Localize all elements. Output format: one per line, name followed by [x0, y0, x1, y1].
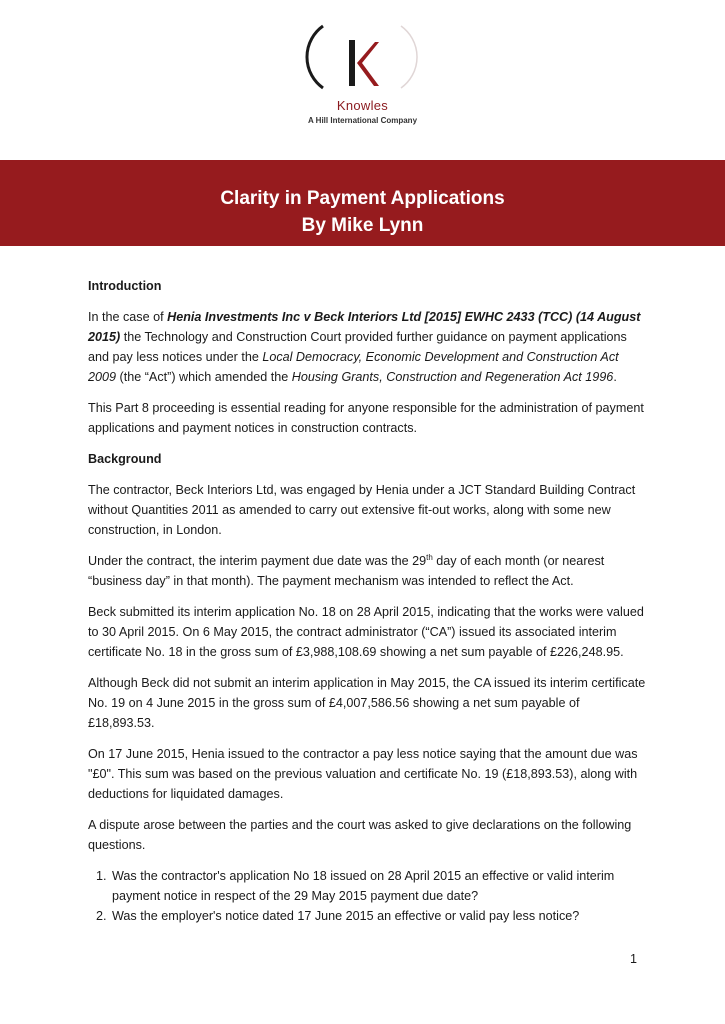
document-title: Clarity in Payment Applications — [220, 188, 505, 209]
background-paragraph-4: Although Beck did not submit an interim application in May 2015, the CA issued its interim certificate No. 19 on 4 June 2015 in the gross sum of £4,007,586.56 showing a net sum payable of £18,893.53. — [88, 676, 646, 730]
heading-background: Background — [88, 452, 162, 466]
background-paragraph-5: On 17 June 2015, Henia issued to the contractor a pay less notice saying that the amount due was "£0". This sum was based on the previous valuation and certificate No. 19 (£18,893.53), along with deductions for liquidated damages. — [88, 747, 638, 801]
intro-lead-text: In the case of — [88, 310, 168, 324]
questions-list — [88, 866, 648, 926]
intro-end-text: . — [613, 370, 617, 384]
background-paragraph-2 — [88, 551, 648, 591]
intro-paragraph-2: This Part 8 proceeding is essential reading for anyone responsible for the administration of payment applications and payment notices in construction contracts. — [88, 401, 644, 435]
heading-introduction: Introduction — [88, 279, 162, 293]
page-number: 1 — [629, 952, 637, 966]
title-banner — [0, 160, 725, 246]
brand-name: Knowles — [336, 98, 389, 113]
background-paragraph-1: The contractor, Beck Interiors Ltd, was engaged by Henia under a JCT Standard Building Contract without Quantities 2011 as amended to carry out extensive fit-out works, along with some new construction, in London. — [88, 483, 636, 537]
list-item: 1. Was the contractor's application No 18 issued on 28 April 2015 an effective or valid interim payment notice in respect of the 29 May 2015 payment due date? — [110, 866, 648, 906]
background-paragraph-3: Beck submitted its interim application No. 18 on 28 April 2015, indicating that the works were valued to 30 April 2015. On 6 May 2015, the contract administrator (“CA”) issued its associated interim certificate No. 18 in the gross sum of £3,988,108.69 showing a net sum payable of £226,248.95. — [88, 605, 644, 659]
document-body — [88, 276, 648, 926]
document-author: By Mike Lynn — [301, 215, 424, 236]
act-2009-title: Local Democracy, Economic Development and Construction Act 2009 — [88, 350, 619, 384]
intro-mid-text-1: the Technology and Construction Court provided further guidance on payment applications and pay less notices under the — [88, 330, 627, 364]
bg-p2-part-b: day of each month (or nearest “business day” in that month). The payment mechanism was intended to reflect the Act. — [88, 554, 605, 588]
company-logo — [0, 14, 725, 134]
intro-mid-text-2: (the “Act”) which amended the — [116, 370, 292, 384]
bg-p2-superscript: th — [426, 552, 433, 562]
bg-p2-part-a: Under the contract, the interim payment due date was the 29 — [88, 554, 427, 568]
intro-paragraph-1 — [88, 307, 648, 387]
brand-tagline: A Hill International Company — [307, 116, 418, 125]
list-item: 2. Was the employer's notice dated 17 June 2015 an effective or valid pay less notice? — [110, 906, 648, 926]
case-citation: Henia Investments Inc v Beck Interiors Ltd [2015] EWHC 2433 (TCC) (14 August 2015) — [88, 310, 641, 344]
knowles-k-logo-icon — [283, 18, 443, 98]
act-1996-title: Housing Grants, Construction and Regeneration Act 1996 — [291, 370, 614, 384]
background-paragraph-6: A dispute arose between the parties and the court was asked to give declarations on the following questions. — [88, 818, 632, 852]
